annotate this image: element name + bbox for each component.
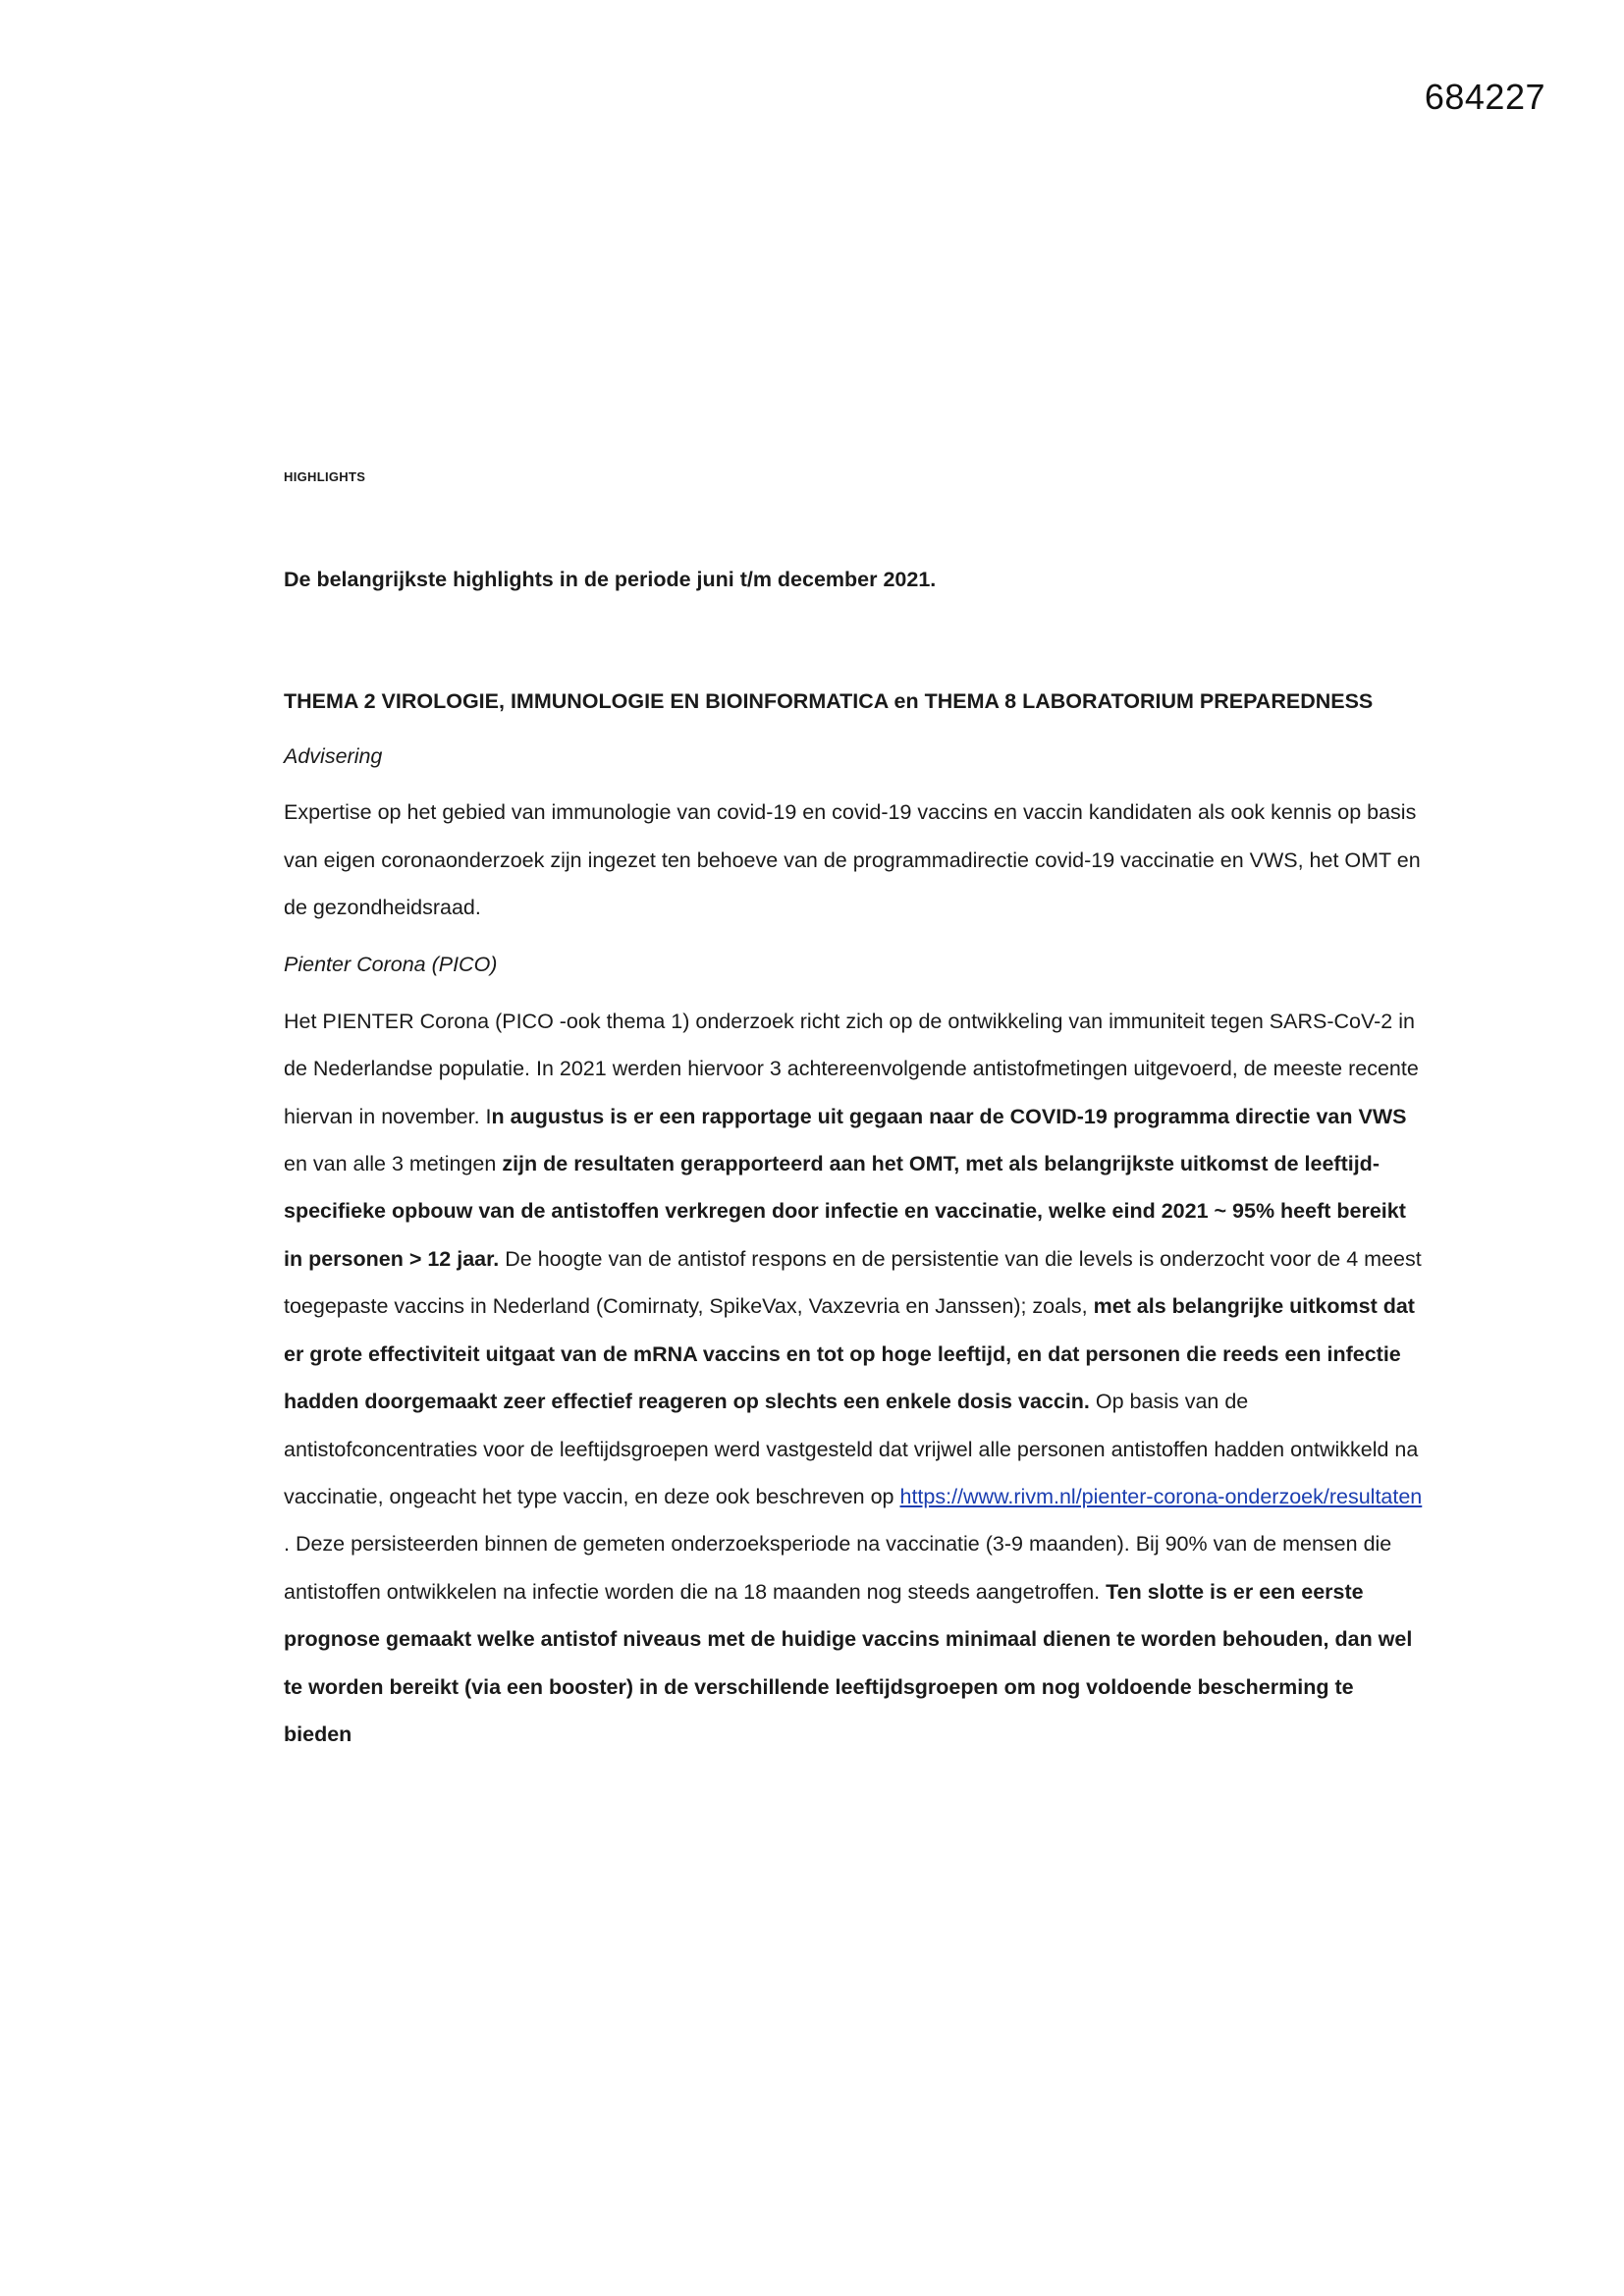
page-content: [284, 467, 1423, 1768]
text-run: . Deze persisteerden binnen de gemeten onderzoeksperiode na vaccinatie (3-9 maanden). Bij 90% van de mensen die antistoffen ontwikkelen na infectie worden die na 18 maanden nog steeds aangetroffen.: [284, 1532, 1392, 1604]
highlights-label: HIGHLIGHTS: [284, 469, 366, 484]
bold-text-run: Ten slotte is er een eerste prognose gemaakt welke antistof niveaus met de huidige vaccins minimaal dienen te worden behouden, dan wel te worden bereikt (via een booster) in de verschillende leeftijdsgroepen om nog voldoende bescherming te bieden: [284, 1579, 1413, 1746]
section-pico: [284, 941, 1423, 1758]
text-run: Op basis van de antistofconcentraties voor de leeftijdsgroepen werd vastgesteld dat vrijwel alle personen antistoffen hadden ontwikkeld na vaccinatie, ongeacht het type vaccin, en deze ook beschreven op: [284, 1390, 1419, 1508]
section-advisering: [284, 733, 1423, 932]
bold-text-run: zijn de resultaten gerapporteerd aan het OMT, met als belangrijkste uitkomst de leeftijd-specifieke opbouw van de antistoffen verkregen door infectie en vaccinatie, welke eind 2021 ~ 95% heeft bereikt in personen > 12 jaar.: [284, 1152, 1406, 1271]
section-title: Pienter Corona (PICO): [284, 953, 498, 977]
bold-text-run: n augustus is er een rapportage uit gegaan naar de COVID-19 programma directie van VWS: [491, 1104, 1407, 1128]
text-run: De hoogte van de antistof respons en de persistentie van die levels is onderzocht voor de 4 meest toegepaste vaccins in Nederland (Comirnaty, SpikeVax, Vaxzevria en Janssen); zoals,: [284, 1246, 1422, 1319]
text-run: Expertise op het gebied van immunologie van covid-19 en covid-19 vaccins en vaccin kandidaten als ook kennis op basis van eigen coronaonderzoek zijn ingezet ten behoeve van de programmadirectie covid-19 vaccinatie en VWS, het OMT en de gezondheidsraad.: [284, 800, 1421, 920]
intro-heading: De belangrijkste highlights in de periode juni t/m december 2021.: [284, 568, 937, 591]
theme-heading: THEMA 2 VIROLOGIE, IMMUNOLOGIE EN BIOINFORMATICA en THEMA 8 LABORATORIUM PREPAREDNESS: [284, 689, 1374, 714]
document-number: 684227: [1424, 77, 1545, 117]
bold-text-run: met als belangrijke uitkomst dat er grote effectiviteit uitgaat van de mRNA vaccins en tot op hoge leeftijd, en dat personen die reeds een infectie hadden doorgemaakt zeer effectief reageren op slechts een enkele dosis vaccin.: [284, 1294, 1415, 1414]
results-link[interactable]: https://www.rivm.nl/pienter-corona-onderzoek/resultaten: [899, 1484, 1423, 1508]
section-title: Advisering: [284, 743, 383, 768]
section-paragraph: [284, 998, 1423, 1759]
text-run: Het PIENTER Corona (PICO -ook thema 1) onderzoek richt zich op de ontwikkeling van immuniteit tegen SARS-CoV-2 in de Nederlandse populatie. In 2021 werden hiervoor 3 achtereenvolgende antistofmetingen uitgevoerd, de meeste recente hiervan in november. I: [284, 1009, 1419, 1128]
section-paragraph: [284, 789, 1423, 931]
text-run: en van alle 3 metingen: [284, 1152, 503, 1176]
